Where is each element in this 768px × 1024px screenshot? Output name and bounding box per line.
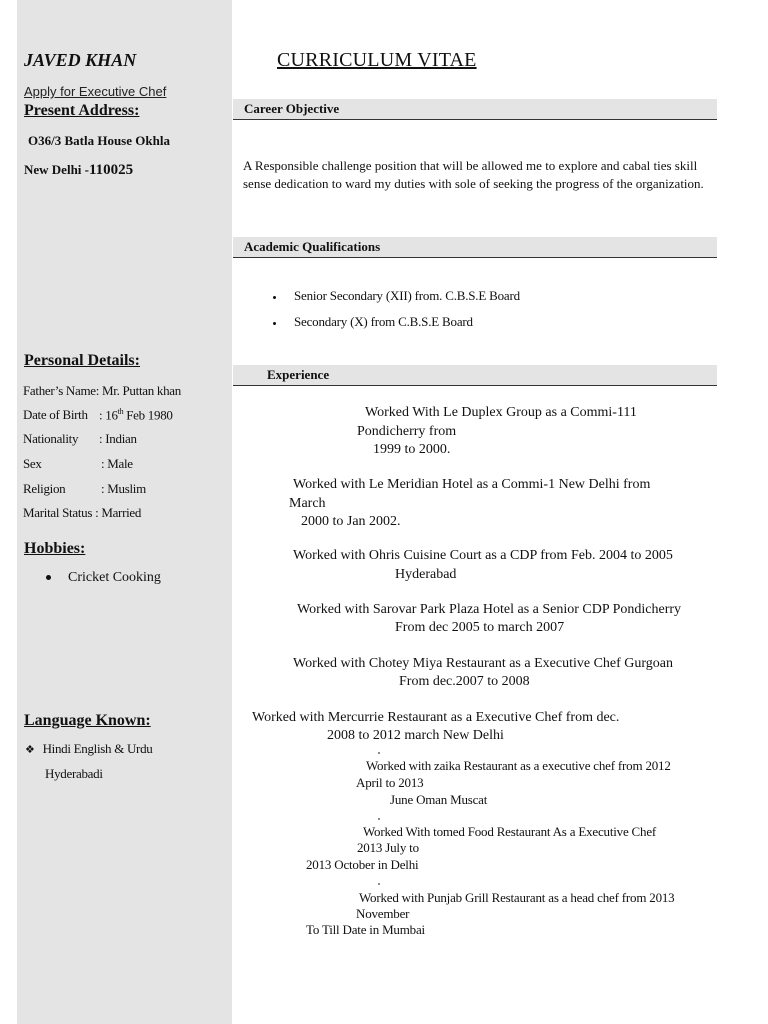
dob-suffix: th xyxy=(117,407,124,416)
experience-line: Pondicherry from xyxy=(357,424,457,439)
marital-value: : Married xyxy=(95,505,142,520)
bullet-icon xyxy=(273,322,276,325)
academic-item xyxy=(273,288,520,304)
sex-value: : Male xyxy=(101,456,133,471)
religion-value: : Muslim xyxy=(101,481,146,496)
sex-label: Sex xyxy=(23,456,42,471)
dob-day: : 16 xyxy=(99,407,118,423)
experience-line: Worked with Mercurrie Restaurant as a Executive Chef from dec. xyxy=(252,710,620,725)
page-title: CURRICULUM VITAE xyxy=(277,49,477,71)
address-city-line xyxy=(24,162,133,179)
experience-line: Hyderabad xyxy=(395,567,457,582)
experience-line: 1999 to 2000. xyxy=(373,442,451,457)
hobby-text: Cricket Cooking xyxy=(68,570,161,585)
experience-line: From dec.2007 to 2008 xyxy=(399,674,530,689)
religion-label: Religion xyxy=(23,481,66,496)
experience-line: To Till Date in Mumbai xyxy=(306,922,425,937)
experience-line: Worked with Ohris Cuisine Court as a CDP from Feb. 2004 to 2005 xyxy=(293,548,673,563)
candidate-name: JAVED KHAN xyxy=(24,50,137,70)
academic-item-text: Secondary (X) from C.B.S.E Board xyxy=(294,314,473,329)
career-objective-bar xyxy=(233,99,717,120)
experience-line: March xyxy=(289,496,326,511)
experience-line: Worked With tomed Food Restaurant As a Executive Chef xyxy=(363,824,657,839)
dob-label: Date of Birth xyxy=(23,407,88,423)
bullet-icon xyxy=(273,296,276,299)
hobby-item xyxy=(46,570,161,586)
present-address-heading: Present Address: xyxy=(24,102,140,119)
sex-row xyxy=(23,456,133,472)
experience-line: April to 2013 xyxy=(356,775,424,790)
language-heading: Language Known: xyxy=(24,712,151,729)
experience-line: From dec 2005 to march 2007 xyxy=(395,620,565,635)
experience-line: Worked with Le Meridian Hotel as a Commi-1 New Delhi from xyxy=(293,477,651,492)
language-line2: Hyderabadi xyxy=(45,766,103,781)
language-line1 xyxy=(25,741,152,757)
academic-item xyxy=(273,314,473,330)
experience-line: Worked with Sarovar Park Plaza Hotel as a Senior CDP Pondicherry xyxy=(297,602,682,617)
nationality-label: Nationality xyxy=(23,431,79,446)
experience-line: Worked With Le Duplex Group as a Commi-111 xyxy=(365,405,637,420)
father-name-row xyxy=(23,383,181,399)
experience-line: Worked with Chotey Miya Restaurant as a Executive Chef Gurgoan xyxy=(293,656,674,671)
career-objective-heading: Career Objective xyxy=(244,101,340,116)
experience-line: 2013 October in Delhi xyxy=(306,857,419,872)
stray-mark xyxy=(378,818,380,820)
hobbies-heading: Hobbies: xyxy=(24,540,86,557)
address-city: New Delhi - xyxy=(24,162,89,177)
academic-heading: Academic Qualifications xyxy=(244,239,381,254)
bullet-icon xyxy=(46,575,51,580)
languages-text: Hindi English & Urdu xyxy=(42,741,153,756)
religion-row xyxy=(23,481,146,497)
experience-line: 2000 to Jan 2002. xyxy=(301,514,401,529)
father-label: Father’s Name: xyxy=(23,383,100,398)
experience-heading: Experience xyxy=(267,367,330,382)
experience-line: 2013 July to xyxy=(357,840,419,855)
nationality-value: : Indian xyxy=(99,431,137,446)
apply-for-line: Apply for Executive Chef xyxy=(24,84,167,99)
stray-mark xyxy=(378,883,380,885)
experience-line: Worked with Punjab Grill Restaurant as a head chef from 2013 xyxy=(359,890,675,905)
experience-line: 2008 to 2012 march New Delhi xyxy=(327,728,504,743)
nationality-row xyxy=(23,431,137,447)
father-value: Mr. Puttan khan xyxy=(102,383,181,398)
experience-line: Worked with zaika Restaurant as a executive chef from 2012 xyxy=(366,758,671,773)
career-objective-text: A Responsible challenge position that will be allowed me to explore and cabal ties skill sense dedication to ward my duties with sole of seeking the progress of the organization. xyxy=(243,158,704,191)
dob-row xyxy=(23,407,173,423)
experience-line: June Oman Muscat xyxy=(390,792,488,807)
diamond-bullet-icon: ❖ xyxy=(25,743,35,756)
academic-item-text: Senior Secondary (XII) from. C.B.S.E Board xyxy=(294,288,520,303)
experience-line: November xyxy=(356,906,410,921)
address-pin: 110025 xyxy=(89,162,134,178)
experience-bar xyxy=(233,365,717,386)
marital-row xyxy=(23,505,141,521)
marital-label: Marital Status xyxy=(23,505,93,520)
address-line1: O36/3 Batla House Okhla xyxy=(28,133,170,148)
dob-rest: Feb 1980 xyxy=(126,407,173,423)
academic-bar xyxy=(233,237,717,258)
personal-details-heading: Personal Details: xyxy=(24,352,140,369)
stray-mark xyxy=(378,752,380,754)
